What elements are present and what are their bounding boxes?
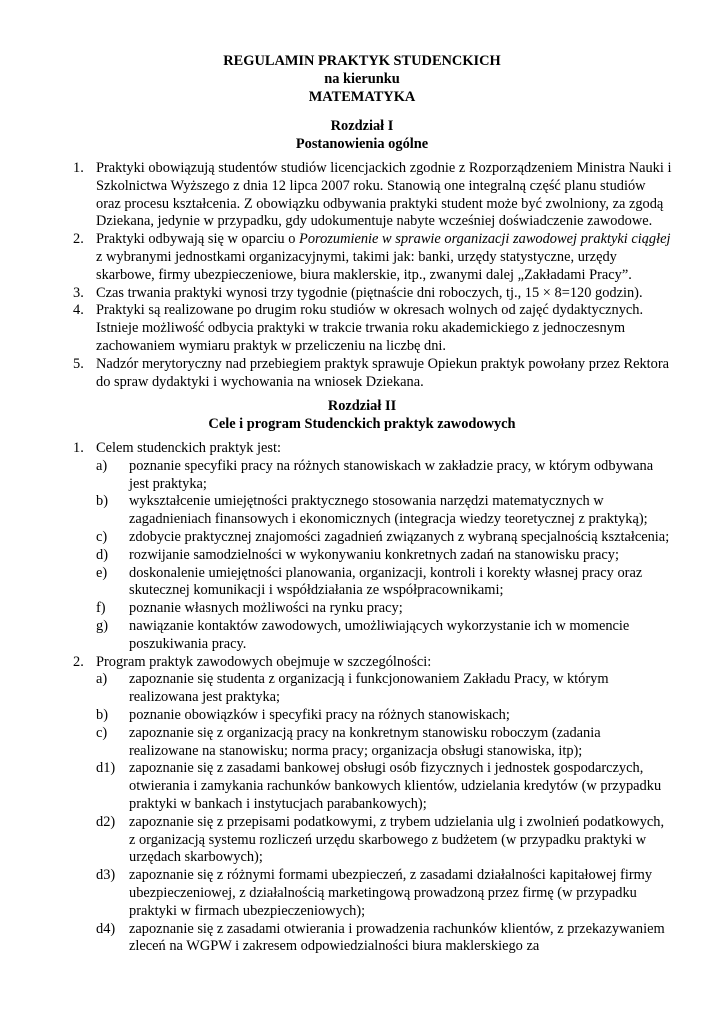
document-header <box>0 53 724 106</box>
item-text: Nadzór merytoryczny nad przebiegiem praktyk sprawuje Opiekun praktyk powołany przez Rektora do spraw dydaktyki i wychowania na wniosek Dziekana. <box>96 355 670 390</box>
sub-item <box>73 565 673 601</box>
chapter-2-title: Cele i program Studenckich praktyk zawodowych <box>208 415 516 432</box>
program-sublist <box>73 671 673 956</box>
sub-item-label: a) <box>96 457 108 474</box>
item-text: Czas trwania praktyki wynosi trzy tygodnie (piętnaście dni roboczych, tj., 15 × 8=120 godzin). <box>96 284 643 301</box>
chapter-2-heading: Rozdział II <box>327 398 397 414</box>
sub-item <box>73 867 673 920</box>
chapter-2-list <box>73 440 673 956</box>
sub-item <box>73 600 673 618</box>
sub-item-text: zapoznanie się z przepisami podatkowymi, z trybem udzielania ulg i zwolnień podatkowych, z organizacją systemu rozliczeń urzędu skarbowego z budżetem (w przypadku praktyki w urzędach skarbowych); <box>129 813 665 866</box>
list-item <box>73 440 673 458</box>
list-item <box>73 285 673 303</box>
item-number: 3. <box>73 284 84 301</box>
sub-item-text: nawiązanie kontaktów zawodowych, umożliwiających wykorzystanie ich w momencie poszukiwania pracy. <box>129 617 630 652</box>
item-number: 2. <box>73 653 84 670</box>
sub-item <box>73 921 673 957</box>
sub-item-text: zapoznanie się z zasadami otwierania i prowadzenia rachunków klientów, z przekazywaniem zleceń na WGPW i zakresem odpowiedzialności biura maklerskiego za <box>129 920 665 955</box>
sub-item <box>73 493 673 529</box>
chapter-1-header <box>0 118 724 154</box>
sub-item-label: a) <box>96 671 108 688</box>
sub-item-label: b) <box>96 493 108 510</box>
sub-item-label: e) <box>96 564 108 581</box>
chapter-2-header <box>0 398 724 434</box>
sub-item <box>73 618 673 654</box>
sub-item-text: wykształcenie umiejętności praktycznego stosowania narzędzi matematycznych w zagadnieniach finansowych i ekonomicznych (integracja wiedzy teoretycznej z praktyką); <box>129 493 648 528</box>
sub-item <box>73 547 673 565</box>
chapter-1-list <box>73 160 673 391</box>
sub-item-label: f) <box>96 600 106 617</box>
sub-item-label: c) <box>96 724 108 741</box>
item-text: Program praktyk zawodowych obejmuje w szczególności: <box>96 653 432 670</box>
item-text-post: z wybranymi jednostkami organizacyjnymi, takimi jak: banki, urzędy statystyczne, urzędy skarbowe, firmy ubezpieczeniowe, biura maklerskie, itp., zwanymi dalej „Zakładami Pracy”. <box>96 248 632 283</box>
item-text-emphasis: Porozumienie w sprawie organizacji zawodowej praktyki ciągłej <box>299 231 671 248</box>
sub-item <box>73 707 673 725</box>
sub-item-text: poznanie własnych możliwości na rynku pracy; <box>129 600 403 617</box>
document-field: MATEMATYKA <box>308 88 416 105</box>
sub-item <box>73 725 673 761</box>
item-text-pre: Praktyki odbywają się w oparciu o <box>96 231 300 248</box>
item-number: 4. <box>73 302 84 319</box>
sub-item <box>73 760 673 813</box>
sub-item-text: rozwijanie samodzielności w wykonywaniu konkretnych zadań na stanowisku pracy; <box>129 546 619 563</box>
sub-item-text: zapoznanie się z różnymi formami ubezpieczeń, z zasadami działalności kapitałowej firmy ubezpieczeniowej, z działalnością marketingową prowadzoną przez firmę (w przypadku praktyki w firmach ubezpieczeniowych); <box>129 867 653 919</box>
item-number: 5. <box>73 355 84 372</box>
sub-item <box>73 671 673 707</box>
list-item <box>73 654 673 672</box>
sub-item <box>73 529 673 547</box>
item-text: Celem studenckich praktyk jest: <box>96 440 282 456</box>
document-subtitle: na kierunku <box>324 70 400 87</box>
item-text: Praktyki obowiązują studentów studiów licencjackich zgodnie z Rozporządzeniem Ministra Nauki i Szkolnictwa Wyższego z dnia 12 lipca 2007 roku. Stanowią one integralną część planu studiów oraz procesu kształcenia. Z obowiązku odbywania praktyki student może być zwolniony, za zgodą Dziekana, jedynie w przypadku, gdy udokumentuje nabyte wcześniej doświadczenie zawodowe. <box>96 160 672 230</box>
sub-item-label: d4) <box>96 920 116 937</box>
sub-item-text: doskonalenie umiejętności planowania, organizacji, kontroli i korekty własnej pracy oraz skutecznej komunikacji i współdziałania ze współpracownikami; <box>129 564 643 599</box>
sub-item-label: d3) <box>96 867 116 884</box>
goals-sublist <box>73 458 673 654</box>
sub-item-label: g) <box>96 617 108 634</box>
sub-item-text: poznanie specyfiki pracy na różnych stanowiskach w zakładzie pracy, w którym odbywana jest praktyka; <box>129 457 654 492</box>
list-item <box>73 356 673 392</box>
sub-item-label: d1) <box>96 760 116 777</box>
sub-item-text: zapoznanie się studenta z organizacją i funkcjonowaniem Zakładu Pracy, w którym realizowana jest praktyka; <box>129 671 609 706</box>
document-title: REGULAMIN PRAKTYK STUDENCKICH <box>223 53 501 69</box>
item-number: 1. <box>73 160 84 176</box>
sub-item-text: zdobycie praktycznej znajomości zagadnień związanych z wybraną specjalnością kształcenia; <box>129 528 670 545</box>
sub-item-label: c) <box>96 528 108 545</box>
list-item <box>73 160 673 231</box>
list-item <box>73 231 673 284</box>
item-text <box>96 231 673 284</box>
sub-item-text: zapoznanie się z zasadami bankowej obsługi osób fizycznych i jednostek gospodarczych, otwierania i zamykania rachunków bankowych klientów, udzielania kredytów (w przypadku praktyki w bankach i instytucjach parabankowych); <box>129 760 662 812</box>
sub-item-label: b) <box>96 706 108 723</box>
sub-item-label: d2) <box>96 813 116 830</box>
item-number: 2. <box>73 231 84 248</box>
chapter-1-heading: Rozdział I <box>330 118 394 134</box>
sub-item <box>73 814 673 867</box>
item-text: Praktyki są realizowane po drugim roku studiów w okresach wolnych od zajęć dydaktycznych. Istnieje możliwość odbycia praktyki w trakcie trwania roku akademickiego z jednoczesnym zachowaniem wymiaru praktyk w przeliczeniu na liczbę dni. <box>96 302 644 354</box>
sub-item <box>73 458 673 494</box>
sub-item-text: zapoznanie się z organizacją pracy na konkretnym stanowisku roboczym (zadania realizowane na stanowisku; norma pracy; organizacja obsługi stanowiska, itp); <box>129 724 601 759</box>
item-number: 1. <box>73 440 84 456</box>
sub-item-label: d) <box>96 546 108 563</box>
sub-item-text: poznanie obowiązków i specyfiki pracy na różnych stanowiskach; <box>129 706 510 723</box>
chapter-1-title: Postanowienia ogólne <box>295 135 429 152</box>
list-item <box>73 302 673 355</box>
